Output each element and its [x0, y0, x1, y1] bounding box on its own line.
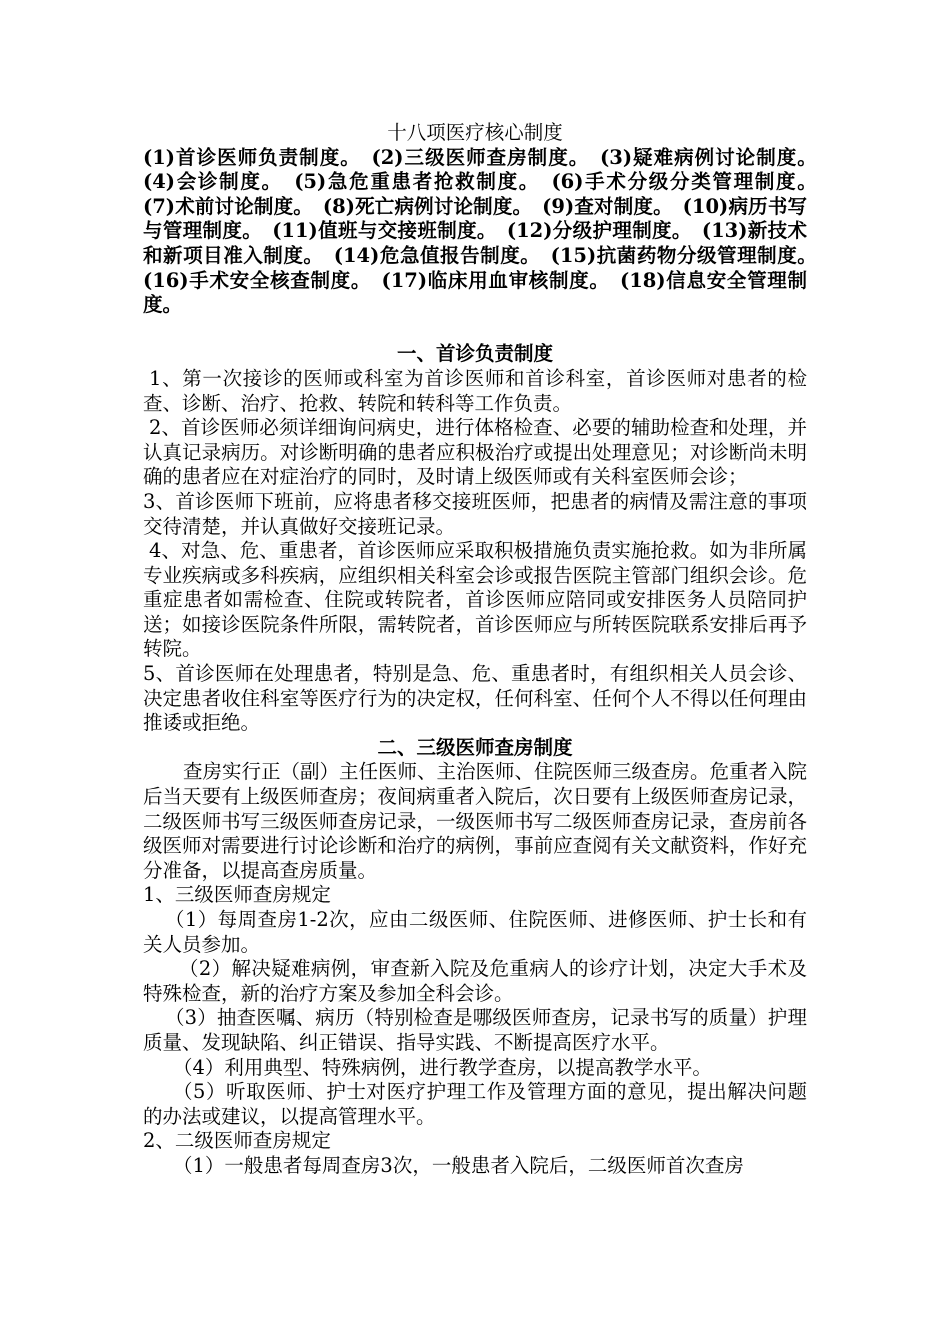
blank-line	[143, 318, 807, 343]
subsection-title: 1、三级医师查房规定	[143, 883, 331, 907]
subsection-title: 2、二级医师查房规定	[143, 1129, 331, 1153]
document-body	[143, 121, 827, 1179]
section1-paragraph: 4、对急、危、重患者，首诊医师应采取积极措施负责实施抢救。如为非所属专业疾病或多科疾病，应组织相关科室会诊或报告医院主管部门组织会诊。危重症患者如需检查、住院或转院者，首诊医师应陪同或安排医务人员陪同护送；如接诊医院条件所限，需转院者，首诊医师应与所转医院联系安排后再予转院。	[143, 539, 807, 661]
subsection-item: （4）利用典型、特殊病例，进行教学查房，以提高教学水平。	[173, 1055, 712, 1079]
core-system-index: (1)首诊医师负责制度。 (2)三级医师查房制度。 (3)疑难病例讨论制度。 (4)会诊制度。 (5)急危重患者抢救制度。 (6)手术分级分类管理制度。 (7)术前讨论制度。 (8)死亡病例讨论制度。 (9)查对制度。 (10)病历书写与管理制度。 (11)值班与交接班制度。 (12)分级护理制度。 (13)新技术和新项目准入制度。 (14)危急值报告制度。 (15)抗菌药物分级管理制度。 (16)手术安全核查制度。 (17)临床用血审核制度。 (18)信息安全管理制度。	[143, 145, 827, 317]
section1-paragraph: 1、第一次接诊的医师或科室为首诊医师和首诊科室，首诊医师对患者的检查、诊断、治疗、抢救、转院和转科等工作负责。	[143, 366, 807, 415]
section-heading-first-visit: 一、首诊负责制度	[396, 342, 553, 366]
section1-paragraph: 2、首诊医师必须详细询问病史，进行体格检查、必要的辅助检查和处理，并认真记录病历。对诊断明确的患者应积极治疗或提出处理意见；对诊断尚未明确的患者应在对症治疗的同时，及时请上级医师或有关科室医师会诊；	[143, 416, 807, 489]
section1-paragraph: 3、首诊医师下班前，应将患者移交接班医师，把患者的病情及需注意的事项交待清楚，并认真做好交接班记录。	[143, 489, 807, 538]
subsection-item: （1）每周查房1-2次，应由二级医师、住院医师、进修医师、护士长和有关人员参加。	[143, 908, 807, 956]
section-heading-ward-rounds: 二、三级医师查房制度	[377, 735, 573, 759]
subsection-item: （1）一般患者每周查房3次，一般患者入院后，二级医师首次查房	[173, 1153, 744, 1177]
document-title: 十八项医疗核心制度	[387, 121, 563, 144]
subsection-item: （3）抽查医嘱、病历（特别检查是哪级医师查房，记录书写的质量）护理质量、发现缺陷、纠正错误、指导实践、不断提高医疗水平。	[143, 1006, 807, 1054]
section1-paragraph: 5、首诊医师在处理患者，特别是急、危、重患者时，有组织相关人员会诊、决定患者收住科室等医疗行为的决定权，任何科室、任何个人不得以任何理由推诿或拒绝。	[143, 662, 807, 735]
subsection-item: （2）解决疑难病例，审查新入院及危重病人的诊疗计划，决定大手术及特殊检查，新的治疗方案及参加全科会诊。	[143, 957, 807, 1005]
section2-intro: 查房实行正（副）主任医师、主治医师、住院医师三级查房。危重者入院后当天要有上级医师查房；夜间病重者入院后，次日要有上级医师查房记录，二级医师书写三级医师查房记录，一级医师书写二级医师查房记录，查房前各级医师对需要进行讨论诊断和治疗的病例，事前应查阅有关文献资料，作好充分准备，以提高查房质量。	[143, 760, 808, 882]
subsection-item: （5）听取医师、护士对医疗护理工作及管理方面的意见，提出解决问题的办法或建议，以提高管理水平。	[143, 1080, 807, 1128]
